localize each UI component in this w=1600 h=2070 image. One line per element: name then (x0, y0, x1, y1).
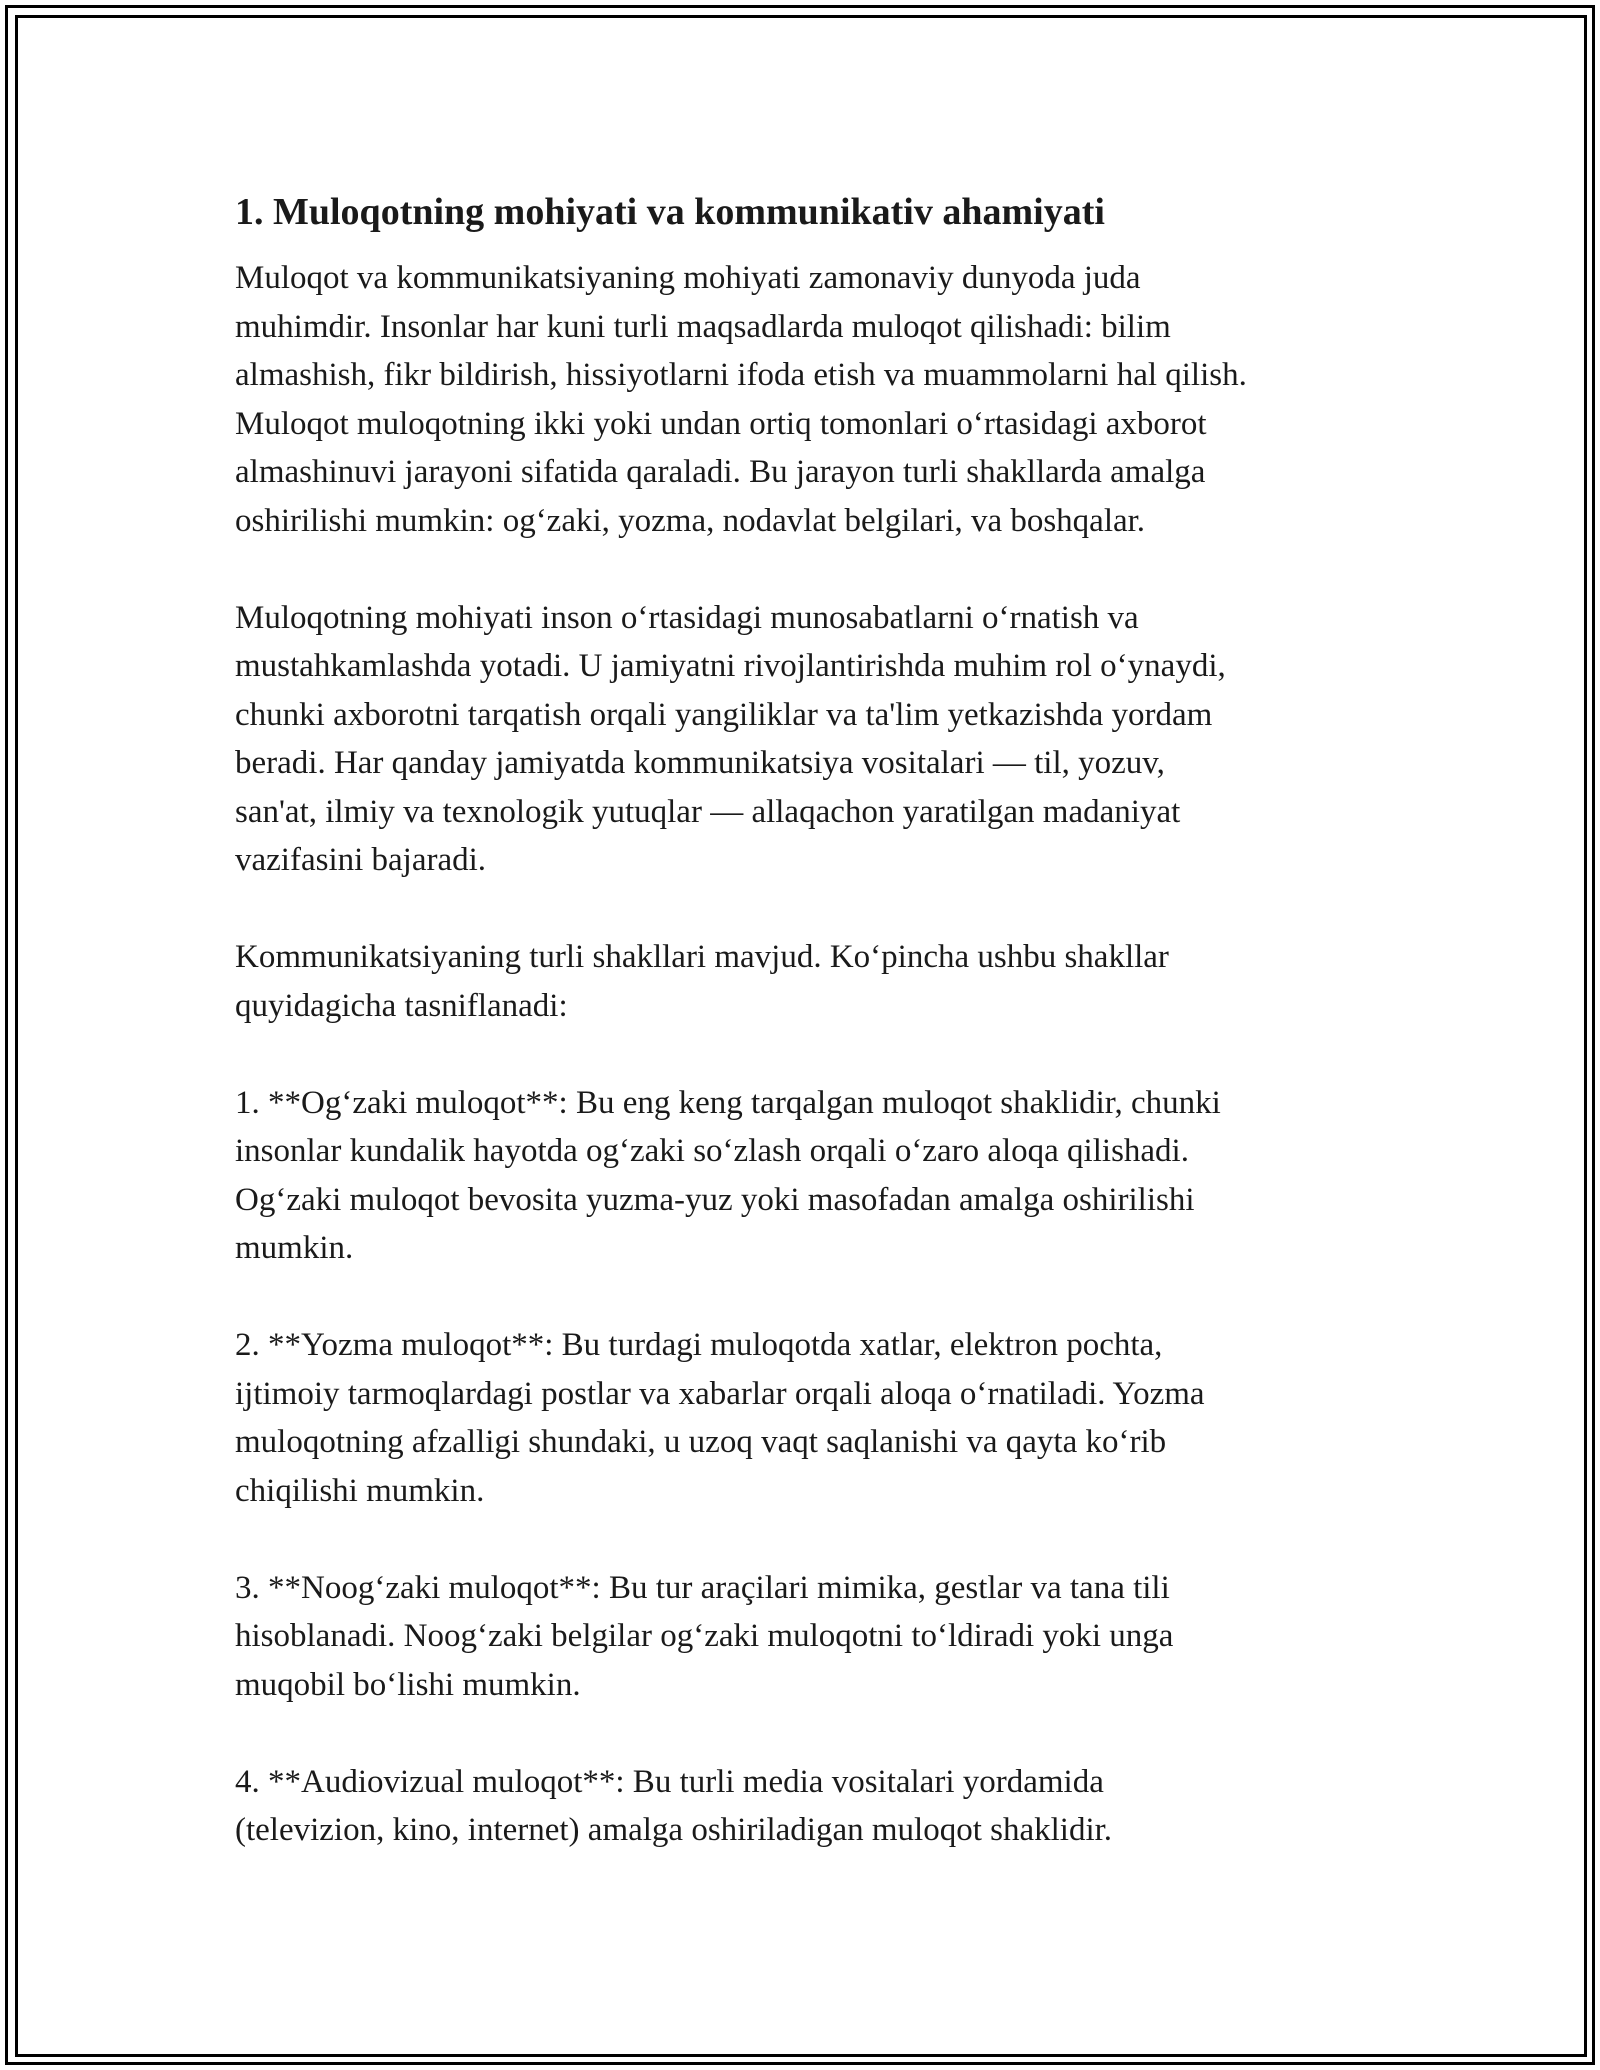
document-title: 1. Muloqotning mohiyati va kommunikativ ahamiyati (235, 191, 1105, 233)
document-body (235, 188, 1375, 1855)
list-item-nonverbal: 3. **Noog‘zaki muloqot**: Bu tur araçilari mimika, gestlar va tana tili hisoblanadi. Noog‘zaki belgilar og‘zaki muloqotni to‘ldiradi yoki unga muqobil bo‘lishi mumkin. (235, 1569, 1174, 1703)
list-item-oral: 1. **Og‘zaki muloqot**: Bu eng keng tarqalgan muloqot shaklidir, chunki insonlar kundalik hayotda og‘zaki so‘zlash orqali o‘zaro aloqa qilishadi. Og‘zaki muloqot bevosita yuzma-yuz yoki masofadan amalga oshirilishi mumkin. (235, 1084, 1221, 1266)
paragraph-intro: Muloqot va kommunikatsiyaning mohiyati zamonaviy dunyoda juda muhimdir. Insonlar har kuni turli maqsadlarda muloqot qilishadi: bilim almashish, fikr bildirish, hissiyotlarni ifoda etish va muammolarni hal qilish. Muloqot muloqotning ikki yoki undan ortiq tomonlari o‘rtasidagi axborot almashinuvi jarayoni sifatida qaraladi. Bu jarayon turli shakllarda amalga oshirilishi mumkin: og‘zaki, yozma, nodavlat belgilari, va boshqalar. (235, 260, 1247, 539)
paragraph-essence: Muloqotning mohiyati inson o‘rtasidagi munosabatlarni o‘rnatish va mustahkamlashda yotadi. U jamiyatni rivojlantirishda muhim rol o‘ynaydi, chunki axborotni tarqatish orqali yangiliklar va ta'lim yetkazishda yordam beradi. Har qanday jamiyatda kommunikatsiya vositalari — til, yozuv, san'at, ilmiy va texnologik yutuqlar — allaqachon yaratilgan madaniyat vazifasini bajaradi. (235, 599, 1226, 878)
paragraph-forms: Kommunikatsiyaning turli shakllari mavjud. Ko‘pincha ushbu shakllar quyidagicha tasniflanadi: (235, 939, 1169, 1024)
list-item-written: 2. **Yozma muloqot**: Bu turdagi muloqotda xatlar, elektron pochta, ijtimoiy tarmoqlardagi postlar va xabarlar orqali aloqa o‘rnatiladi. Yozma muloqotning afzalligi shundaki, u uzoq vaqt saqlanishi va qayta ko‘rib chiqilishi mumkin. (235, 1327, 1205, 1509)
list-item-audiovisual: 4. **Audiovizual muloqot**: Bu turli media vositalari yordamida (televizion, kino, internet) amalga oshiriladigan muloqot shaklidir. (235, 1763, 1113, 1848)
